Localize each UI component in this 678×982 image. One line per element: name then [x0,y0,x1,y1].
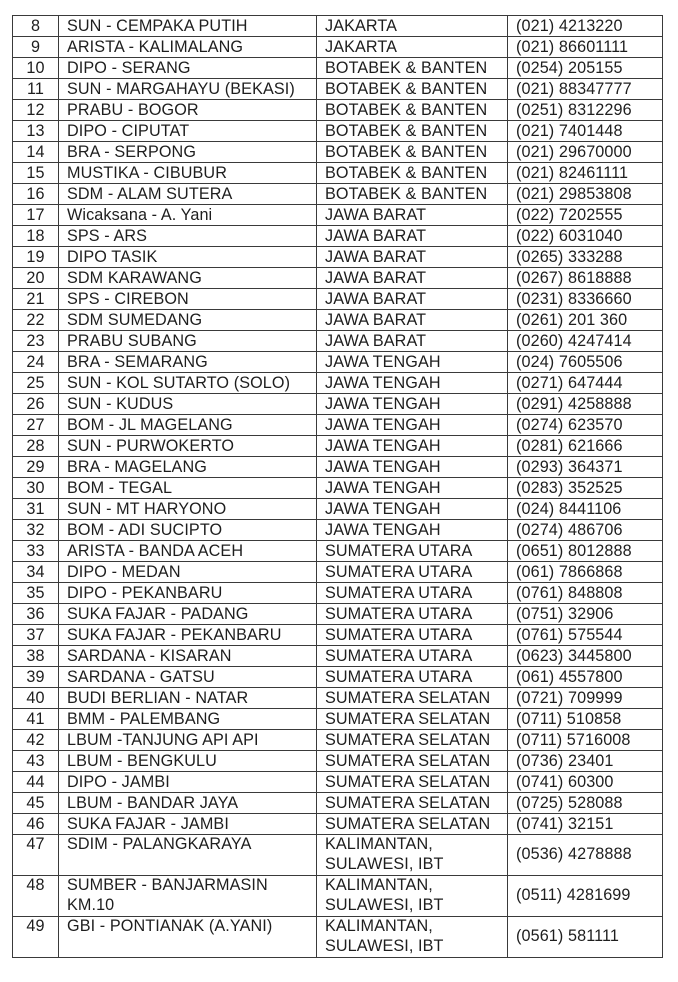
table-row [13,394,663,415]
row-number: 33 [13,541,59,562]
dealer-region: JAWA TENGAH [317,373,508,394]
dealer-phone: (0281) 621666 [508,436,663,457]
dealer-name: SPS - CIREBON [59,289,317,310]
dealer-phone: (0741) 32151 [508,814,663,835]
table-row [13,562,663,583]
row-number: 43 [13,751,59,772]
row-number: 16 [13,184,59,205]
table-row [13,688,663,709]
row-number: 46 [13,814,59,835]
table-row [13,625,663,646]
dealer-region: SUMATERA SELATAN [317,688,508,709]
dealer-phone: (022) 7202555 [508,205,663,226]
table-row [13,373,663,394]
dealer-region: BOTABEK & BANTEN [317,163,508,184]
dealer-name: LBUM - BENGKULU [59,751,317,772]
dealer-name: LBUM -TANJUNG API API [59,730,317,751]
dealer-region: JAWA BARAT [317,289,508,310]
dealer-phone: (0725) 528088 [508,793,663,814]
dealer-phone: (0711) 5716008 [508,730,663,751]
table-row [13,310,663,331]
dealer-phone: (061) 4557800 [508,667,663,688]
dealer-name: LBUM - BANDAR JAYA [59,793,317,814]
dealer-region: JAWA BARAT [317,226,508,247]
row-number: 44 [13,772,59,793]
dealer-phone: (0511) 4281699 [508,876,663,917]
table-row [13,205,663,226]
dealer-region: JAWA BARAT [317,268,508,289]
dealer-phone: (022) 6031040 [508,226,663,247]
row-number: 15 [13,163,59,184]
row-number: 42 [13,730,59,751]
dealer-name: MUSTIKA - CIBUBUR [59,163,317,184]
table-row [13,478,663,499]
table-row [13,583,663,604]
dealer-region: JAWA BARAT [317,205,508,226]
table-row [13,226,663,247]
table-row [13,876,663,917]
table-row [13,37,663,58]
table-row [13,835,663,876]
dealer-name: SUN - CEMPAKA PUTIH [59,16,317,37]
dealer-phone: (0265) 333288 [508,247,663,268]
dealer-phone: (0561) 581111 [508,917,663,958]
dealer-phone: (021) 29853808 [508,184,663,205]
table-row [13,163,663,184]
table-row [13,16,663,37]
dealer-name: BOM - JL MAGELANG [59,415,317,436]
dealer-name: DIPO - SERANG [59,58,317,79]
row-number: 30 [13,478,59,499]
dealer-phone: (021) 29670000 [508,142,663,163]
dealer-name: SUN - KUDUS [59,394,317,415]
dealer-name: SUMBER - BANJARMASIN KM.10 [59,876,317,917]
dealer-phone: (0293) 364371 [508,457,663,478]
dealer-region: SUMATERA SELATAN [317,772,508,793]
dealer-name: SARDANA - KISARAN [59,646,317,667]
dealer-region: JAWA BARAT [317,331,508,352]
dealer-region: SUMATERA SELATAN [317,751,508,772]
table-row [13,917,663,958]
table-row [13,772,663,793]
row-number: 37 [13,625,59,646]
dealer-phone: (021) 7401448 [508,121,663,142]
row-number: 19 [13,247,59,268]
dealer-region: JAWA BARAT [317,310,508,331]
row-number: 27 [13,415,59,436]
table-row [13,604,663,625]
dealer-region: KALIMANTAN, SULAWESI, IBT [317,835,508,876]
dealer-name: SUN - MARGAHAYU (BEKASI) [59,79,317,100]
row-number: 29 [13,457,59,478]
row-number: 11 [13,79,59,100]
dealer-phone: (0711) 510858 [508,709,663,730]
row-number: 48 [13,876,59,917]
dealer-name: BRA - SEMARANG [59,352,317,373]
dealer-table-body [13,16,663,958]
row-number: 36 [13,604,59,625]
row-number: 47 [13,835,59,876]
dealer-name: BUDI BERLIAN - NATAR [59,688,317,709]
row-number: 9 [13,37,59,58]
dealer-phone: (021) 82461111 [508,163,663,184]
row-number: 38 [13,646,59,667]
dealer-name: PRABU SUBANG [59,331,317,352]
row-number: 26 [13,394,59,415]
dealer-region: JAWA TENGAH [317,457,508,478]
dealer-name: Wicaksana - A. Yani [59,205,317,226]
dealer-name: DIPO - CIPUTAT [59,121,317,142]
row-number: 49 [13,917,59,958]
dealer-region: KALIMANTAN, SULAWESI, IBT [317,876,508,917]
dealer-phone: (0271) 647444 [508,373,663,394]
dealer-phone: (0251) 8312296 [508,100,663,121]
dealer-name: DIPO - JAMBI [59,772,317,793]
table-row [13,58,663,79]
row-number: 13 [13,121,59,142]
dealer-region: JAWA TENGAH [317,394,508,415]
dealer-region: JAWA TENGAH [317,478,508,499]
dealer-name: DIPO - PEKANBARU [59,583,317,604]
dealer-name: BMM - PALEMBANG [59,709,317,730]
dealer-name: SPS - ARS [59,226,317,247]
table-row [13,352,663,373]
dealer-region: JAWA TENGAH [317,520,508,541]
dealer-phone: (0274) 623570 [508,415,663,436]
row-number: 8 [13,16,59,37]
table-row [13,121,663,142]
table-row [13,436,663,457]
row-number: 32 [13,520,59,541]
table-row [13,331,663,352]
dealer-phone: (0267) 8618888 [508,268,663,289]
row-number: 14 [13,142,59,163]
table-row [13,289,663,310]
dealer-name: SUKA FAJAR - JAMBI [59,814,317,835]
dealer-phone: (0274) 486706 [508,520,663,541]
dealer-region: SUMATERA UTARA [317,667,508,688]
dealer-region: SUMATERA UTARA [317,625,508,646]
dealer-region: SUMATERA UTARA [317,604,508,625]
table-row [13,541,663,562]
dealer-phone: (0623) 3445800 [508,646,663,667]
table-row [13,184,663,205]
dealer-name: GBI - PONTIANAK (A.YANI) [59,917,317,958]
dealer-name: SUN - KOL SUTARTO (SOLO) [59,373,317,394]
dealer-name: SDM SUMEDANG [59,310,317,331]
dealer-region: SUMATERA UTARA [317,562,508,583]
row-number: 18 [13,226,59,247]
row-number: 12 [13,100,59,121]
dealer-region: SUMATERA UTARA [317,646,508,667]
dealer-name: SDM KARAWANG [59,268,317,289]
table-row [13,793,663,814]
table-row [13,520,663,541]
dealer-name: SUKA FAJAR - PEKANBARU [59,625,317,646]
row-number: 21 [13,289,59,310]
dealer-region: JAWA TENGAH [317,499,508,520]
dealer-phone: (0721) 709999 [508,688,663,709]
dealer-region: BOTABEK & BANTEN [317,79,508,100]
dealer-region: JAWA TENGAH [317,436,508,457]
dealer-region: SUMATERA SELATAN [317,793,508,814]
dealer-name: ARISTA - BANDA ACEH [59,541,317,562]
dealer-phone: (024) 8441106 [508,499,663,520]
dealer-phone: (0751) 32906 [508,604,663,625]
row-number: 25 [13,373,59,394]
dealer-name: BRA - MAGELANG [59,457,317,478]
dealer-phone: (0261) 201 360 [508,310,663,331]
dealer-phone: (0536) 4278888 [508,835,663,876]
dealer-region: SUMATERA SELATAN [317,814,508,835]
dealer-phone: (0291) 4258888 [508,394,663,415]
dealer-region: KALIMANTAN, SULAWESI, IBT [317,917,508,958]
dealer-name: DIPO TASIK [59,247,317,268]
dealer-region: JAKARTA [317,16,508,37]
row-number: 31 [13,499,59,520]
dealer-region: SUMATERA UTARA [317,583,508,604]
row-number: 20 [13,268,59,289]
dealer-phone: (0231) 8336660 [508,289,663,310]
dealer-region: SUMATERA UTARA [317,541,508,562]
dealer-phone: (0283) 352525 [508,478,663,499]
dealer-phone: (021) 88347777 [508,79,663,100]
table-row [13,751,663,772]
dealer-name: SUKA FAJAR - PADANG [59,604,317,625]
row-number: 23 [13,331,59,352]
dealer-phone: (0651) 8012888 [508,541,663,562]
dealer-region: BOTABEK & BANTEN [317,58,508,79]
dealer-phone: (0254) 205155 [508,58,663,79]
dealer-region: JAKARTA [317,37,508,58]
dealer-phone: (0741) 60300 [508,772,663,793]
dealer-region: SUMATERA SELATAN [317,709,508,730]
table-row [13,499,663,520]
row-number: 10 [13,58,59,79]
row-number: 34 [13,562,59,583]
dealer-region: BOTABEK & BANTEN [317,121,508,142]
table-row [13,268,663,289]
dealer-phone: (0736) 23401 [508,751,663,772]
row-number: 45 [13,793,59,814]
dealer-region: JAWA TENGAH [317,415,508,436]
table-row [13,247,663,268]
dealer-phone: (0260) 4247414 [508,331,663,352]
table-row [13,709,663,730]
dealer-name: SARDANA - GATSU [59,667,317,688]
table-row [13,646,663,667]
row-number: 17 [13,205,59,226]
dealer-name: SDIM - PALANGKARAYA [59,835,317,876]
dealer-name: BRA - SERPONG [59,142,317,163]
row-number: 22 [13,310,59,331]
dealer-name: SUN - MT HARYONO [59,499,317,520]
table-row [13,730,663,751]
dealer-name: SUN - PURWOKERTO [59,436,317,457]
dealer-region: JAWA TENGAH [317,352,508,373]
table-row [13,415,663,436]
row-number: 39 [13,667,59,688]
dealer-region: JAWA BARAT [317,247,508,268]
row-number: 40 [13,688,59,709]
dealer-region: BOTABEK & BANTEN [317,100,508,121]
dealer-name: PRABU - BOGOR [59,100,317,121]
dealer-phone: (0761) 575544 [508,625,663,646]
dealer-name: DIPO - MEDAN [59,562,317,583]
dealer-table [12,15,663,958]
dealer-region: BOTABEK & BANTEN [317,142,508,163]
dealer-phone: (024) 7605506 [508,352,663,373]
dealer-phone: (021) 86601111 [508,37,663,58]
dealer-phone: (021) 4213220 [508,16,663,37]
row-number: 35 [13,583,59,604]
dealer-name: BOM - TEGAL [59,478,317,499]
table-row [13,100,663,121]
row-number: 24 [13,352,59,373]
dealer-region: BOTABEK & BANTEN [317,184,508,205]
dealer-name: ARISTA - KALIMALANG [59,37,317,58]
table-row [13,457,663,478]
dealer-region: SUMATERA SELATAN [317,730,508,751]
row-number: 28 [13,436,59,457]
dealer-name: BOM - ADI SUCIPTO [59,520,317,541]
dealer-phone: (0761) 848808 [508,583,663,604]
table-row [13,667,663,688]
table-row [13,142,663,163]
dealer-phone: (061) 7866868 [508,562,663,583]
row-number: 41 [13,709,59,730]
table-row [13,814,663,835]
table-row [13,79,663,100]
dealer-name: SDM - ALAM SUTERA [59,184,317,205]
